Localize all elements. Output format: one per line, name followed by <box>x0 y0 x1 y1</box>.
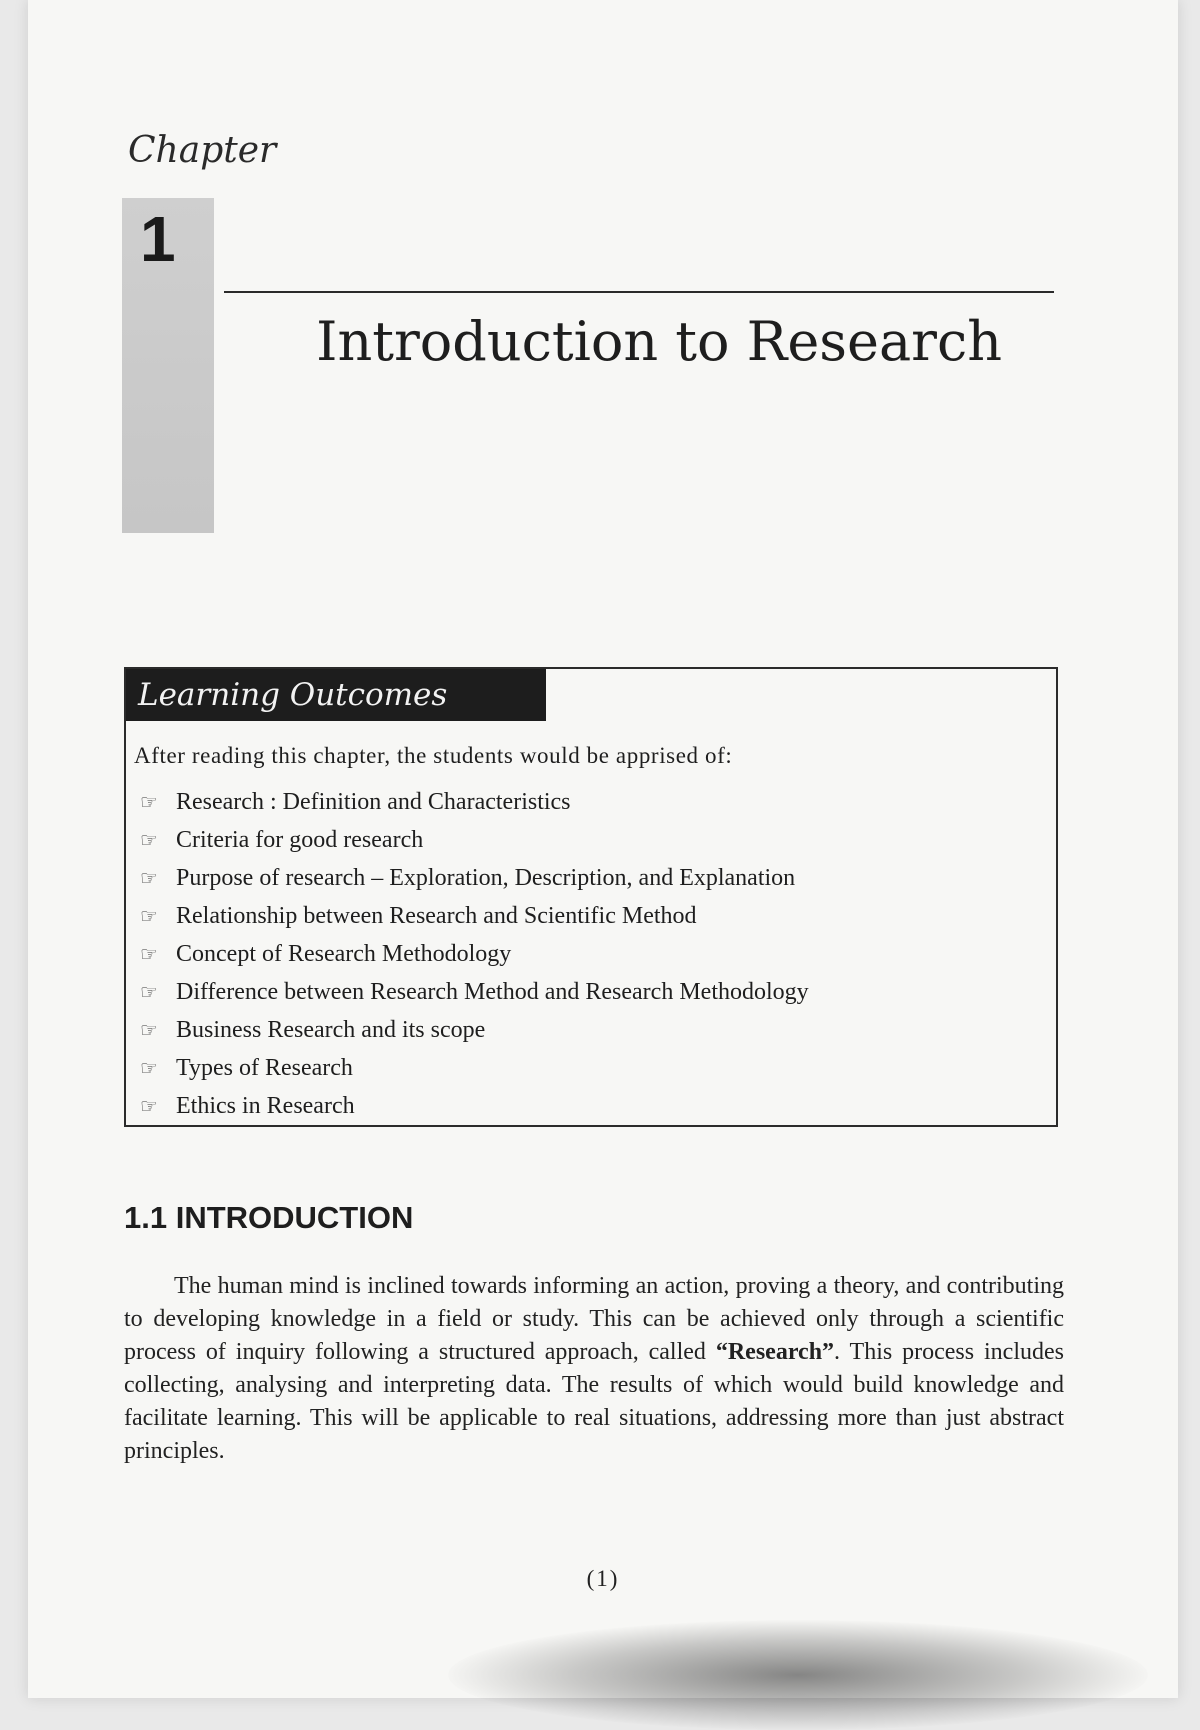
section-heading: 1.1 INTRODUCTION <box>124 1200 414 1235</box>
outcome-text: Difference between Research Method and Research Methodology <box>176 978 809 1005</box>
chapter-title: Introduction to Research <box>316 310 1002 373</box>
list-item <box>140 897 809 935</box>
paragraph-text-continued: . This process includes collecting, analysing and interpreting data. The results of which would build knowledge and facilitate learning. This will be applicable to real situations, addressing more than just abstract principles. <box>124 1339 1064 1464</box>
outcome-text: Concept of Research Methodology <box>176 940 512 967</box>
pointing-hand-icon: ☞ <box>140 904 158 928</box>
outcome-text: Ethics in Research <box>176 1092 355 1119</box>
list-item <box>140 783 809 821</box>
list-item <box>140 1049 809 1087</box>
list-item <box>140 1087 809 1125</box>
list-item <box>140 973 809 1011</box>
pointing-hand-icon: ☞ <box>140 790 158 814</box>
paragraph-text: The human mind is inclined towards informing an action, proving a theory, and contributing to developing knowledge in a field or study. This can be achieved only through a scientific process of inquiry following a structured approach, called <box>124 1273 1064 1365</box>
title-rule <box>224 291 1054 293</box>
outcome-text: Criteria for good research <box>176 826 424 853</box>
list-item <box>140 935 809 973</box>
outcome-text: Purpose of research – Exploration, Description, and Explanation <box>176 864 796 891</box>
pointing-hand-icon: ☞ <box>140 828 158 852</box>
learning-outcomes-intro: After reading this chapter, the students would be apprised of: <box>134 743 733 768</box>
learning-outcomes-heading: Learning Outcomes <box>126 669 546 721</box>
paragraph-bold-term: “Research” <box>715 1339 835 1365</box>
learning-outcomes-box <box>124 667 1058 1127</box>
list-item <box>140 1011 809 1049</box>
outcome-text: Business Research and its scope <box>176 1016 486 1043</box>
chapter-number: 1 <box>140 203 176 275</box>
page-number: (1) <box>586 1566 620 1591</box>
pointing-hand-icon: ☞ <box>140 942 158 966</box>
chapter-label: Chapter <box>128 130 277 171</box>
pointing-hand-icon: ☞ <box>140 1056 158 1080</box>
pointing-hand-icon: ☞ <box>140 1018 158 1042</box>
outcome-text: Research : Definition and Characteristics <box>176 788 571 815</box>
outcome-text: Types of Research <box>176 1054 353 1081</box>
pointing-hand-icon: ☞ <box>140 980 158 1004</box>
list-item <box>140 859 809 897</box>
scan-shadow <box>448 1620 1148 1730</box>
book-page <box>28 0 1178 1698</box>
pointing-hand-icon: ☞ <box>140 1094 158 1118</box>
pointing-hand-icon: ☞ <box>140 866 158 890</box>
body-paragraph <box>124 1270 1064 1468</box>
learning-outcomes-list <box>140 783 809 1125</box>
outcome-text: Relationship between Research and Scientific Method <box>176 902 697 929</box>
list-item <box>140 821 809 859</box>
